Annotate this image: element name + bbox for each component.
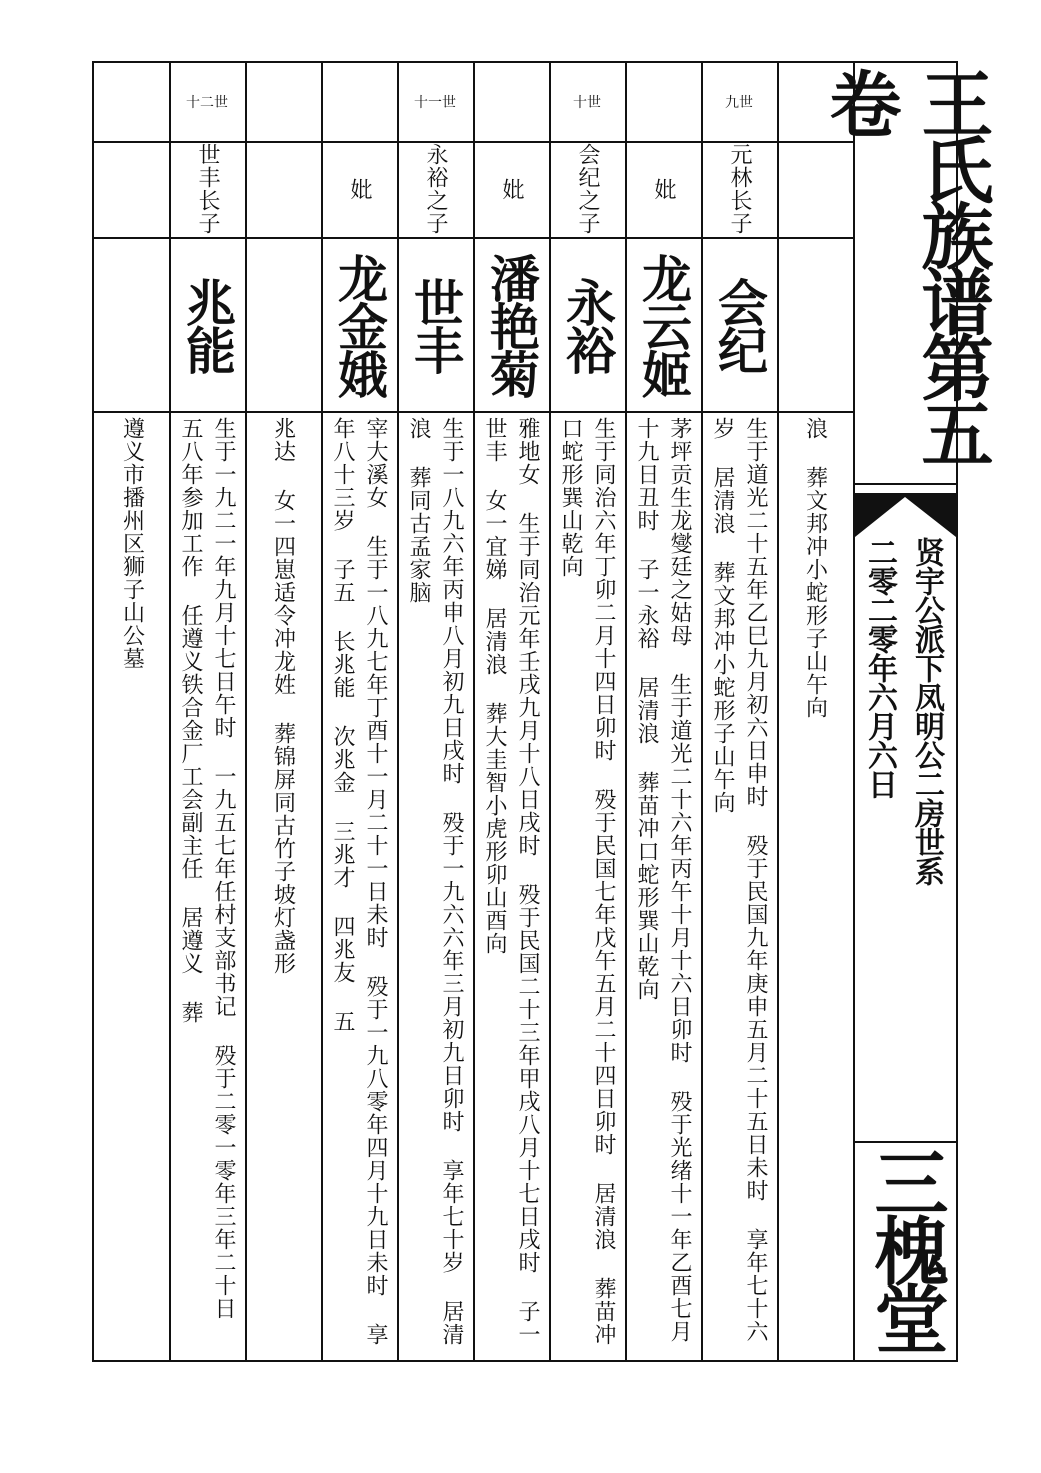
hall-divider xyxy=(855,1141,956,1143)
relation-cell xyxy=(625,141,701,237)
compile-date-cell xyxy=(859,537,899,837)
name-cell xyxy=(701,239,777,411)
bio-cell xyxy=(701,413,777,1358)
grid-column-divider xyxy=(777,63,779,1360)
book-title-cell xyxy=(817,63,995,483)
relation-cell xyxy=(549,141,625,237)
relation-text: 世丰长子 xyxy=(195,143,220,235)
column-3 xyxy=(549,63,625,1360)
relation-cell xyxy=(169,141,245,237)
relation-cell xyxy=(473,141,549,237)
name-cell xyxy=(473,239,549,411)
name-cell xyxy=(321,239,397,411)
grid-column-divider xyxy=(625,63,627,1360)
bio-text: 雅地女 生于同治元年壬戌九月十八日戌时 殁于民国二十三年甲戌八月十七日戌时 子一世丰 女一宜娣 居清浪 葬大圭智小虎形卯山酉向 xyxy=(482,417,540,1346)
column-4 xyxy=(473,63,549,1360)
bio-text: 宰大溪女 生于一八九七年丁酉十一月二十一日未时 殁于一九八零年四月十九日未时 享年八十三岁 子五 长兆能 次兆金 三兆才 四兆友 五 xyxy=(330,417,388,1346)
book-title: 王氏族谱第五卷 xyxy=(817,67,995,463)
grid-column-divider xyxy=(245,63,247,1360)
generation-cell xyxy=(549,63,625,141)
bio-cell xyxy=(321,413,397,1358)
column-6 xyxy=(321,63,397,1360)
relation-text: 永裕之子 xyxy=(423,143,448,235)
title-chevron-ornament xyxy=(855,493,956,537)
grid-column-divider xyxy=(701,63,703,1360)
bio-cell xyxy=(777,413,853,1358)
column-9 xyxy=(94,63,170,1360)
generation-cell xyxy=(397,63,473,141)
bio-cell xyxy=(397,413,473,1358)
branch-subtitle-cell xyxy=(901,537,951,937)
bio-text: 茅坪贡生龙燮廷之姑母 生于道光二十六年丙午十月十六日卯时 殁于光绪十一年乙酉七月十九日丑时 子一永裕 居清浪 葬苗冲口蛇形巽山乾向 xyxy=(634,417,692,1343)
bio-text: 生于一九二一年九月十七日午时 一九五七年任村支部书记 殁于二零一零年三年二十日 五八年参加工作 任遵义铁合金厂工会副主任 居遵义 葬 xyxy=(178,417,236,1320)
compile-date: 二零二零年六月六日 xyxy=(862,537,897,798)
relation-cell xyxy=(397,141,473,237)
bio-cell xyxy=(245,413,321,1358)
relation-cell xyxy=(701,141,777,237)
bio-cell xyxy=(94,413,170,1358)
genealogy-grid xyxy=(92,61,855,1362)
generation-cell xyxy=(169,63,245,141)
relation-cell xyxy=(321,141,397,237)
generation-cell xyxy=(701,63,777,141)
hall-name-cell xyxy=(855,1145,956,1360)
bio-text: 生于一八九六年丙申八月初九日戌时 殁于一九六六年三月初九日卯时 享年七十岁 居清浪 葬同古孟家脑 xyxy=(406,417,464,1346)
grid-column-divider xyxy=(397,63,399,1360)
relation-text: 妣 xyxy=(651,177,676,201)
person-name: 永裕 xyxy=(558,277,617,373)
person-name: 会纪 xyxy=(710,277,769,373)
bio-cell xyxy=(549,413,625,1358)
grid-column-divider xyxy=(549,63,551,1360)
title-panel xyxy=(817,61,995,1362)
person-name: 龙云姬 xyxy=(634,253,693,397)
grid-column-divider xyxy=(169,63,171,1360)
name-cell xyxy=(169,239,245,411)
bio-text: 生于道光二十五年乙巳九月初六日申时 殁于民国九年庚申五月二十五日未时 享年七十六岁 居清浪 葬文邦冲小蛇形子山午向 xyxy=(710,417,768,1343)
relation-text: 会纪之子 xyxy=(575,143,600,235)
bio-text: 生于同治六年丁卯二月十四日卯时 殁于民国七年戊午五月二十四日卯时 居清浪 葬苗冲口蛇形巽山乾向 xyxy=(558,417,616,1346)
generation-label: 十二世 xyxy=(186,95,228,111)
column-7 xyxy=(245,63,321,1360)
generation-label: 九世 xyxy=(725,95,753,111)
grid-column-divider xyxy=(473,63,475,1360)
person-name: 潘艳菊 xyxy=(482,253,541,397)
relation-text: 妣 xyxy=(499,177,524,201)
name-cell xyxy=(549,239,625,411)
grid-column-divider xyxy=(321,63,323,1360)
person-name: 世丰 xyxy=(406,277,465,373)
bio-text: 兆达 女一四崽适令冲龙姓 葬锦屏同古竹子坡灯盏形 xyxy=(270,417,296,975)
generation-label: 十一世 xyxy=(414,95,456,111)
column-8 xyxy=(169,63,245,1360)
branch-subtitle: 贤宇公派下凤明公二房世系 xyxy=(909,537,944,885)
bio-cell xyxy=(473,413,549,1358)
hall-name: 三槐堂 xyxy=(862,1145,949,1349)
bio-text: 遵义市播州区狮子山公墓 xyxy=(119,417,145,670)
person-name: 兆能 xyxy=(178,277,237,373)
bio-cell xyxy=(169,413,245,1358)
column-5 xyxy=(397,63,473,1360)
column-1 xyxy=(701,63,777,1360)
bio-text: 浪 葬文邦冲小蛇形子山午向 xyxy=(802,417,828,719)
name-cell xyxy=(625,239,701,411)
person-name: 龙金娥 xyxy=(330,253,389,397)
column-2 xyxy=(625,63,701,1360)
relation-text: 元林长子 xyxy=(727,143,752,235)
genealogy-sheet xyxy=(92,61,995,1362)
bio-cell xyxy=(625,413,701,1358)
relation-text: 妣 xyxy=(347,177,372,201)
name-cell xyxy=(397,239,473,411)
generation-label: 十世 xyxy=(573,95,601,111)
